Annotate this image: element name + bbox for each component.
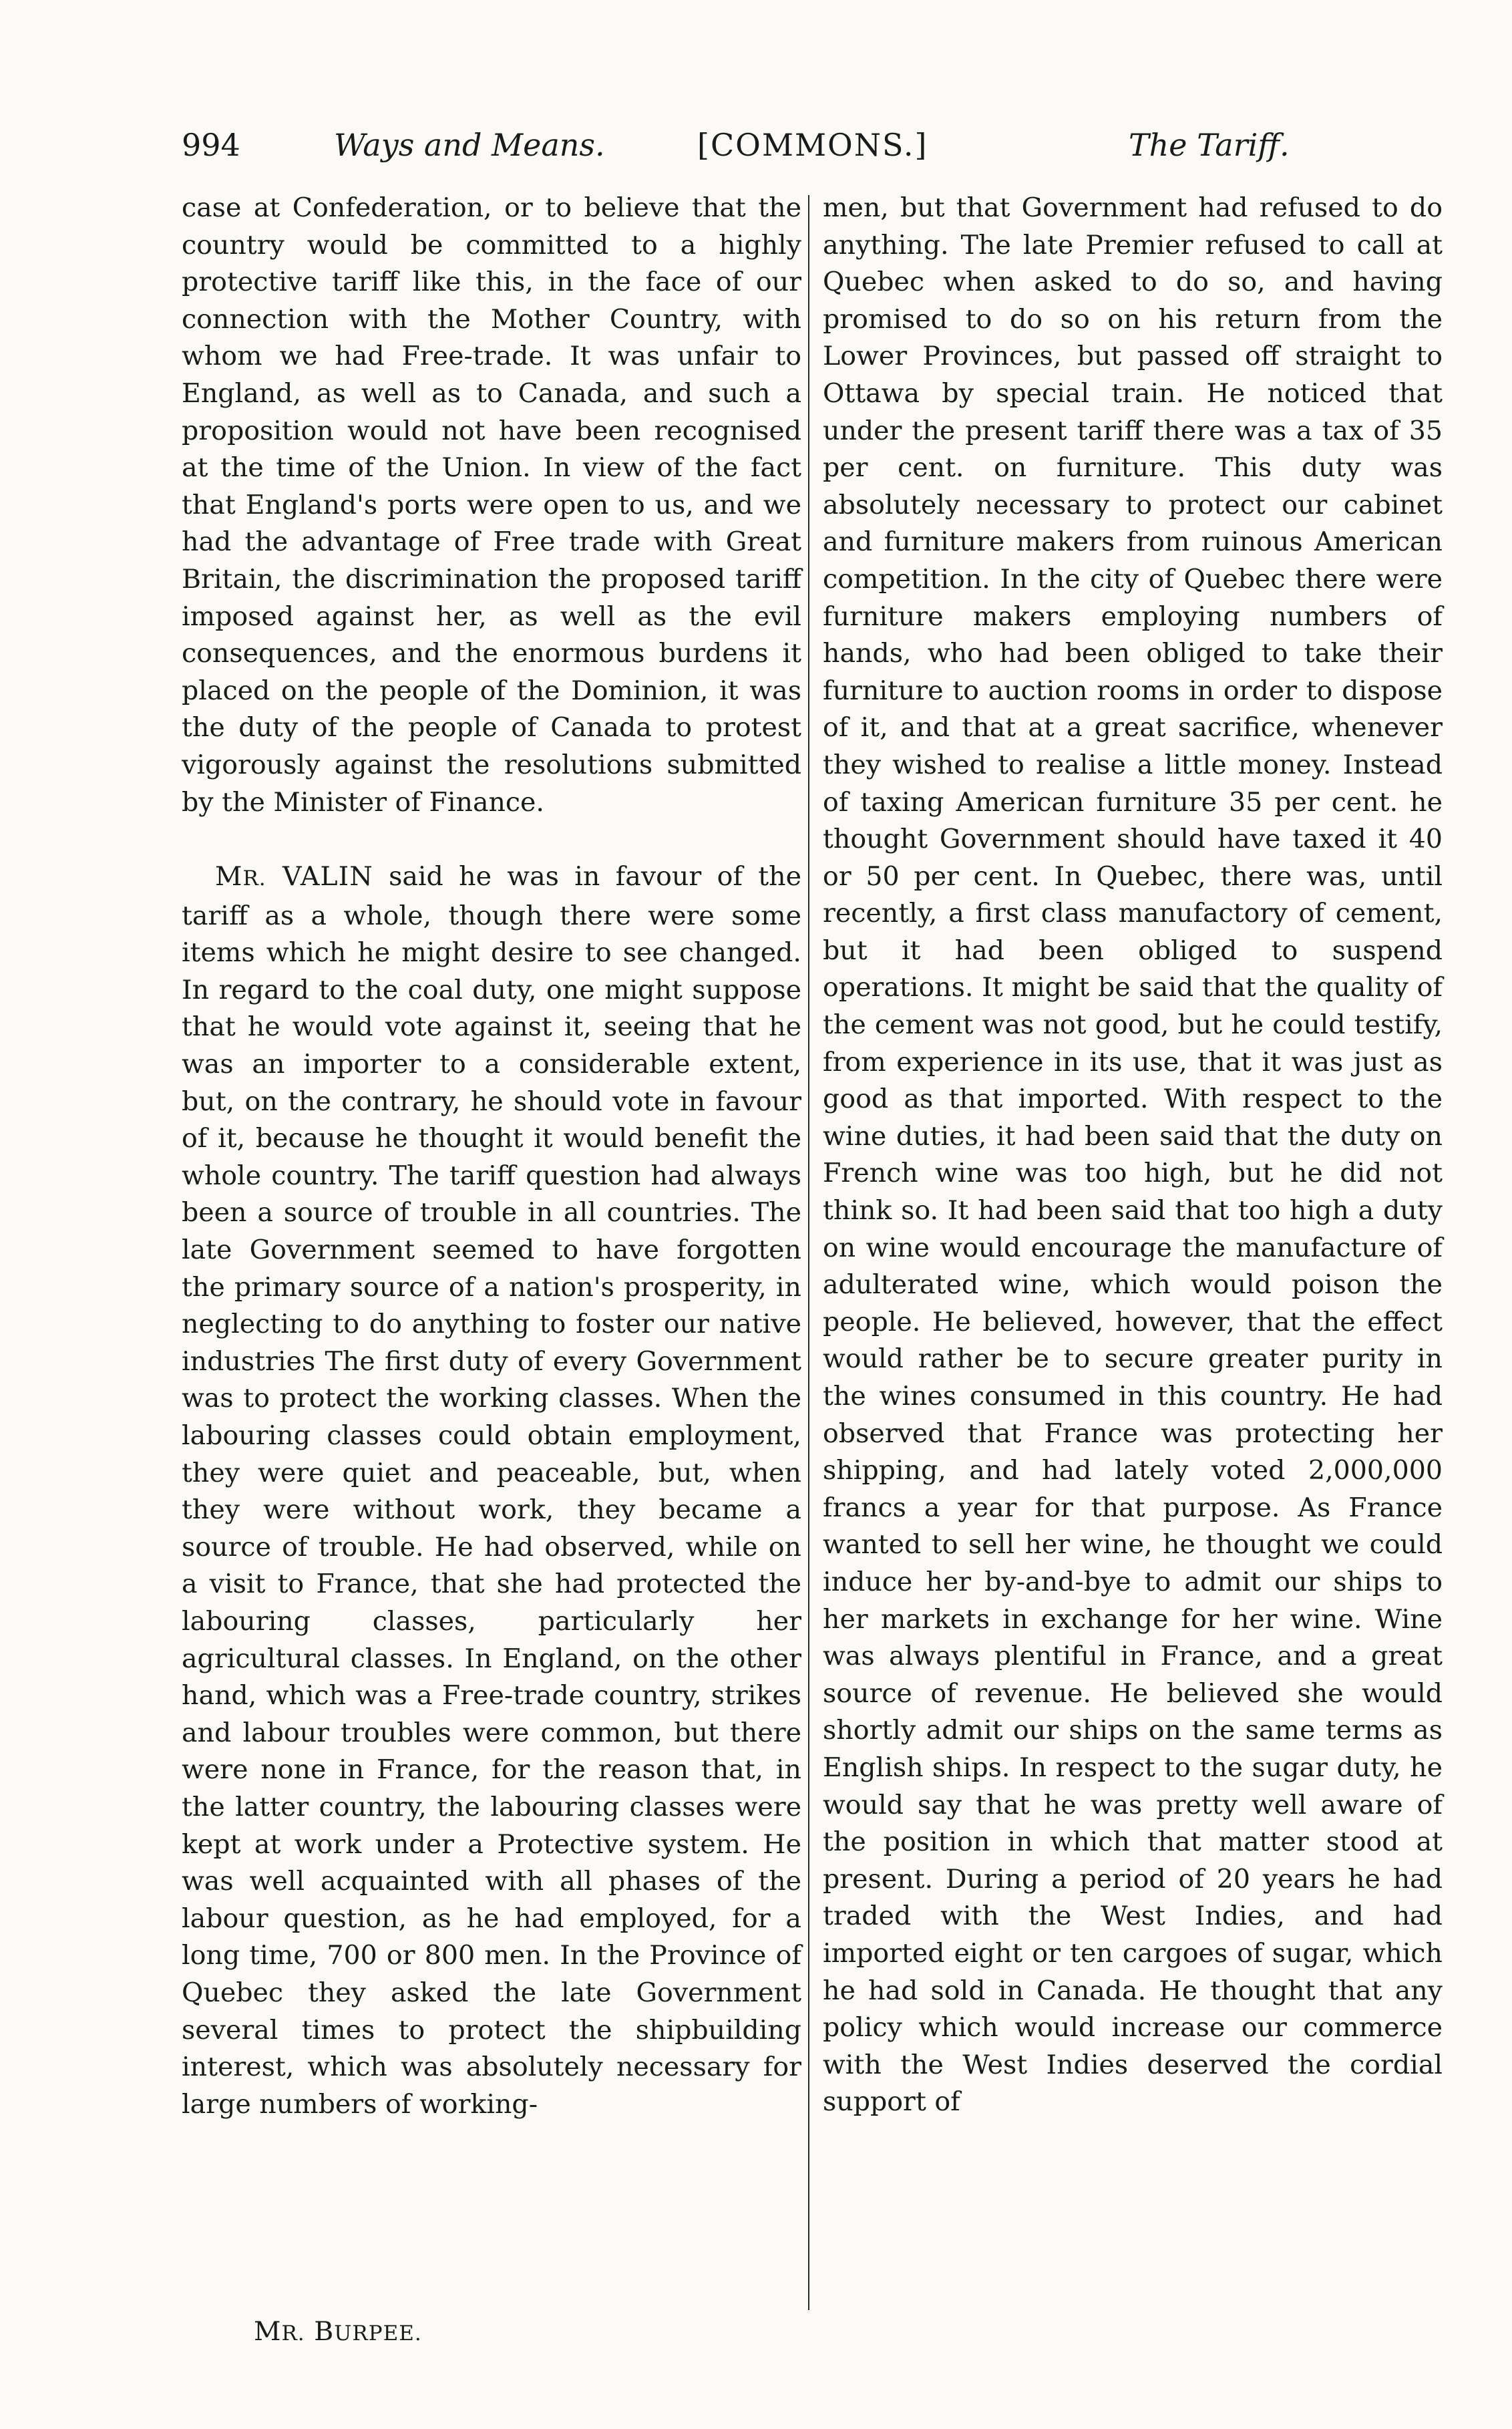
running-title-right: The Tariff. xyxy=(1129,127,1290,163)
left-column xyxy=(182,190,801,2123)
catchword-name-initial: B xyxy=(314,2316,335,2347)
running-title-center: [COMMONS.] xyxy=(697,127,928,163)
running-title-left: Ways and Means. xyxy=(334,127,605,163)
left-paragraph-2 xyxy=(182,858,801,2123)
speaker-initial: M xyxy=(215,861,243,893)
page-header xyxy=(182,122,1451,168)
catchword-title: R. xyxy=(281,2321,305,2345)
page-number: 994 xyxy=(182,127,240,163)
right-paragraph-1: men, but that Government had refused to do anything. The late Premier refused to call at Quebec when asked to do so, and having promised to do so on his return from the Lower Provinces, but passed off straight to Ottawa by special train. He noticed that under the present tariff there was a tax of 35 per cent. on furniture. This duty was absolutely necessary to protect our cabinet and furniture makers from ruinous American competition. In the city of Quebec there were furniture makers employing numbers of hands, who had been obliged to take their furniture to auction rooms in order to dispose of it, and that at a great sacrifice, whenever they wished to realise a little money. Instead of taxing American furniture 35 per cent. he thought Government should have taxed it 40 or 50 per cent. In Quebec, there was, until recently, a first class manufactory of cement, but it had been obliged to suspend operations. It might be said that the quality of the cement was not good, but he could testify, from experience in its use, that it was just as good as that imported. With respect to the wine duties, it had been said that the duty on French wine was too high, but he did not think so. It had been said that too high a duty on wine would encourage the manufacture of adulterated wine, which would poison the people. He believed, however, that the effect would rather be to secure greater purity in the wines consumed in this country. He had observed that France was protecting her shipping, and had lately voted 2,000,000 francs a year for that purpose. As France wanted to sell her wine, he thought we could induce her by-and-bye to admit our ships to her markets in exchange for her wine. Wine was always plentiful in France, and a great source of revenue. He believed she would shortly admit our ships on the same terms as English ships. In respect to the sugar duty, he would say that he was pretty well aware of the position in which that matter stood at present. During a period of 20 years he had traded with the West Indies, and had imported eight or ten cargoes of sugar, which he had sold in Canada. He thought that any policy which would increase our commerce with the West Indies deserved the cordial support of xyxy=(823,192,1443,2118)
left-paragraph-2-text: said he was in favour of the tariff as a whole, though there were some items which he might desire to see changed. In regard to the coal duty, one might suppose that he would vote against it, seeing that he was an importer to a considerable extent, but, on the contrary, he should vote in favour of it, because he thought it would benefit the whole country. The tariff question had always been a source of trouble in all countries. The late Government seemed to have forgotten the primary source of a nation's prosperity, in neglecting to do anything to foster our native industries The first duty of every Government was to protect the working classes. When the labouring classes could obtain employment, they were quiet and peaceable, but, when they were without work, they became a source of trouble. He had observed, while on a visit to France, that she had protected the labouring classes, particularly her agricultural classes. In England, on the other hand, which was a Free-trade country, strikes and labour troubles were common, but there were none in France, for the reason that, in the latter country, the labouring classes were kept at work under a Protective system. He was well acquainted with all phases of the labour question, as he had employed, for a long time, 700 or 800 men. In the Province of Quebec they asked the late Government several times to protect the shipbuilding interest, which was absolutely necessary for large numbers of working- xyxy=(182,861,801,2120)
right-column xyxy=(823,190,1443,2121)
speaker-title-smallcaps: R. xyxy=(242,866,266,891)
paragraph-gap xyxy=(182,821,801,858)
speaker-surname: VALIN xyxy=(282,861,373,893)
left-paragraph-1: case at Confederation, or to believe that the country would be committed to a highly protective tariff like this, in the face of our connection with the Mother Country, with whom we had Free-trade. It was unfair to England, as well as to Canada, and such a proposition would not have been recognised at the time of the Union. In view of the fact that England's ports were open to us, and we had the advantage of Free trade with Great Britain, the discrimination the proposed tariff imposed against her, as well as the evil consequences, and the enormous burdens it placed on the people of the Dominion, it was the duty of the people of Canada to protest vigorously against the resolutions submitted by the Minister of Finance. xyxy=(182,192,801,818)
column-divider xyxy=(808,195,809,2310)
catchword-initial: M xyxy=(254,2316,282,2347)
catchword xyxy=(254,2313,422,2352)
speaker-name xyxy=(215,861,373,892)
catchword-name-rest: URPEE. xyxy=(334,2321,422,2345)
